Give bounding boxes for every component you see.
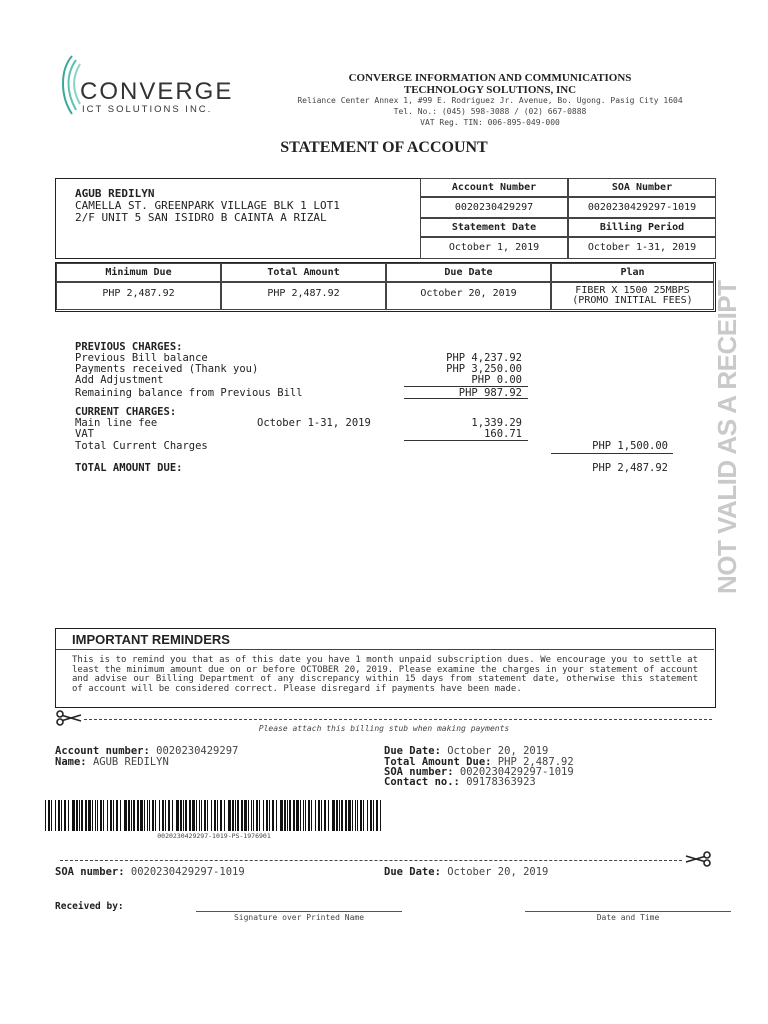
stub-total-due-value: PHP 2,487.92 (497, 756, 574, 768)
company-name-line2: TECHNOLOGY SOLUTIONS, INC (403, 84, 577, 96)
vat-label: VAT (75, 428, 94, 440)
total-amount-value: PHP 2,487.92 (221, 282, 386, 310)
payments-received-amount: PHP 3,250.00 (446, 363, 522, 375)
stub-name-label: Name: (55, 756, 87, 768)
receipt-soa-label: SOA number: (55, 866, 125, 878)
company-address: Reliance Center Annex 1, #99 E. Rodriguez Jr. Avenue, Bo. Ugong. Pasig City 1604 (297, 96, 683, 105)
stub-contact-value: 09178363923 (466, 776, 536, 788)
receipt-due-label: Due Date: (384, 866, 441, 878)
cut-line-bottom (60, 860, 682, 861)
customer-address-line2: 2/F UNIT 5 SAN ISIDRO B CAINTA A RIZAL (75, 211, 327, 224)
receipt-soa-number (55, 866, 245, 878)
stub-soa-number-value: 0020230429297-1019 (459, 766, 574, 778)
total-amount-header: Total Amount (221, 263, 386, 282)
stub-account-number-label: Account number: (55, 745, 150, 757)
customer-name: AGUB REDILYN (75, 187, 155, 200)
total-current-amount: PHP 1,500.00 (592, 440, 668, 452)
stub-total-due-label: Total Amount Due: (384, 756, 492, 768)
company-name-line1: CONVERGE INFORMATION AND COMMUNICATIONS (348, 72, 632, 84)
reminders-body: This is to remind you that as of this date you have 1 month unpaid subscription dues. We encourage you to settle at least the minimum amount due on or before OCTOBER 20, 2019. Please examine the charges in your statement of account and advise our Billing Department of any discrepancy within 15 days from statement date, otherwise this statement of account will be considered correct. Please disregard if payments have been made. (72, 655, 698, 694)
account-number-label: Account Number (420, 178, 568, 197)
billing-period-label: Billing Period (568, 218, 716, 237)
logo-word: CONVERGE (80, 78, 234, 105)
previous-bill-label: Previous Bill balance (75, 352, 208, 364)
main-line-fee-label: Main line fee (75, 417, 158, 429)
due-date-value: October 20, 2019 (386, 282, 551, 310)
stub-note: Please attach this billing stub when making payments (258, 724, 510, 733)
minimum-due-header: Minimum Due (56, 263, 221, 282)
stub-soa-number-label: SOA number: (384, 766, 454, 778)
customer-address-line1: CAMELLA ST. GREENPARK VILLAGE BLK 1 LOT1 (75, 199, 340, 212)
soa-number-value: 0020230429297-1019 (568, 197, 716, 218)
account-info-grid (420, 178, 716, 259)
stub-contact-label: Contact no.: (384, 776, 460, 788)
soa-number-label: SOA Number (568, 178, 716, 197)
cut-line-top (84, 719, 712, 720)
account-number-value: 0020230429297 (420, 197, 568, 218)
total-amount-due-value: PHP 2,487.92 (592, 462, 668, 474)
statement-date-label: Statement Date (420, 218, 568, 237)
remaining-balance-amount: PHP 987.92 (458, 387, 522, 399)
payments-received-label: Payments received (Thank you) (75, 363, 259, 375)
summary-table (55, 262, 716, 312)
stub-due-date-value: October 20, 2019 (447, 745, 549, 757)
plan-line2: (PROMO INITIAL FEES) (572, 295, 693, 306)
signature-line (196, 911, 402, 912)
previous-bill-amount: PHP 4,237.92 (446, 352, 522, 364)
receipt-due-date (384, 866, 548, 878)
received-by-label: Received by: (55, 901, 124, 912)
minimum-due-value: PHP 2,487.92 (56, 282, 221, 310)
plan-line1: FIBER X 1500 25MBPS (575, 285, 690, 296)
add-adjustment-amount: PHP 0.00 (471, 374, 522, 386)
main-line-fee-amount: 1,339.29 (471, 417, 522, 429)
billing-period-value: October 1-31, 2019 (568, 237, 716, 259)
logo-sub: ICT SOLUTIONS INC. (82, 104, 213, 115)
plan-header: Plan (551, 263, 714, 282)
scissors-icon (684, 851, 712, 867)
stub-contact (384, 776, 536, 788)
receipt-soa-value: 0020230429297-1019 (130, 866, 245, 878)
remaining-balance-label: Remaining balance from Previous Bill (75, 387, 303, 399)
stub-due-date-label: Due Date: (384, 745, 441, 757)
reminders-box (55, 628, 716, 708)
stub-account-number-value: 0020230429297 (156, 745, 239, 757)
barcode-text: 0020230429297-1019-PS-1976901 (157, 832, 271, 840)
not-valid-receipt-watermark: NOT VALID AS A RECEIPT (712, 280, 742, 594)
converge-logo (58, 52, 258, 122)
reminders-title: IMPORTANT REMINDERS (72, 632, 230, 647)
due-date-header: Due Date (386, 263, 551, 282)
total-amount-due-label: TOTAL AMOUNT DUE: (75, 462, 183, 474)
total-current-rule (551, 453, 673, 454)
datetime-label: Date and Time (596, 913, 660, 922)
company-vat: VAT Reg. TIN: 006-895-049-000 (420, 118, 560, 127)
datetime-line (525, 911, 731, 912)
stub-name (55, 756, 169, 768)
barcode-icon (45, 800, 383, 833)
reminders-divider (56, 649, 714, 650)
remaining-rule (404, 398, 528, 399)
previous-charges-heading: PREVIOUS CHARGES: (75, 341, 183, 353)
vat-rule (404, 440, 528, 441)
receipt-due-value: October 20, 2019 (447, 866, 549, 878)
total-current-label: Total Current Charges (75, 440, 208, 452)
current-charges-heading: CURRENT CHARGES: (75, 406, 177, 418)
vat-amount: 160.71 (484, 428, 522, 440)
add-adjustment-label: Add Adjustment (75, 374, 164, 386)
plan-value (551, 282, 714, 310)
statement-date-value: October 1, 2019 (420, 237, 568, 259)
page-title: STATEMENT OF ACCOUNT (280, 139, 488, 156)
stub-name-value: AGUB REDILYN (92, 756, 169, 768)
company-tel: Tel. No.: (045) 598-3088 / (02) 667-0888 (393, 107, 587, 116)
signature-label: Signature over Printed Name (233, 913, 365, 922)
main-line-fee-period: October 1-31, 2019 (257, 417, 371, 429)
